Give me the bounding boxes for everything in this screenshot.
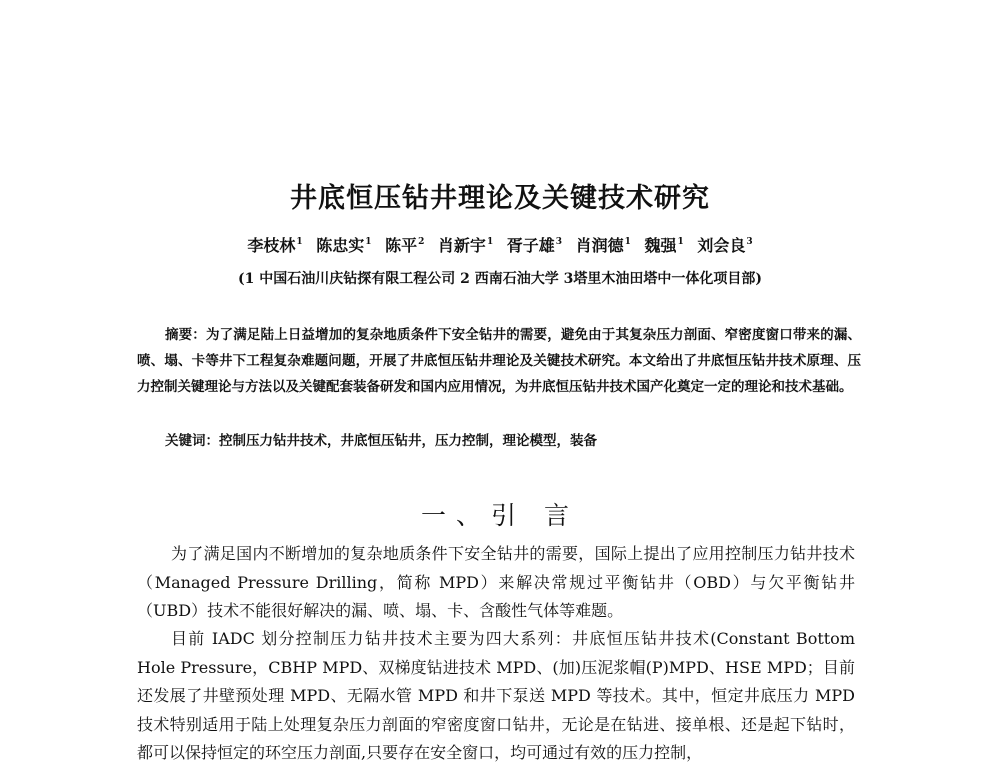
keywords — [165, 428, 865, 454]
author-affiliation-mark: 1 — [486, 237, 494, 247]
author-name: 胥子雄 — [506, 236, 555, 255]
author-affiliation-mark: 1 — [624, 237, 631, 247]
author — [697, 236, 752, 255]
abstract-label: 摘要： — [165, 327, 206, 343]
body-paragraph: 目前 IADC 划分控制压力钻井技术主要为四大系列：井底恒压钻井技术(Constant Bottom Hole Pressure，CBHP MPD、双梯度钻进技术 MPD、(加)压泥浆帽(P)MPD、HSE MPD；目前还发展了井壁预处理 MPD、无隔水管 MPD 和井下泵送 MPD 等技术。其中，恒定井底压力 MPD 技术特别适用于陆上处理复杂压力剖面的窄密度窗口钻井，无论是在钻进、接单根、还是起下钻时，都可以保持恒定的环空压力剖面,只要存在安全窗口，均可通过有效的压力控制， — [137, 629, 855, 762]
author — [576, 236, 631, 255]
body-paragraph: 为了满足国内不断增加的复杂地质条件下安全钻井的需要，国际上提出了应用控制压力钻井技术（Managed Pressure Drilling，简称 MPD）来解决常规过平衡钻井（OBD）与欠平衡钻井（UBD）技术不能很好解决的漏、喷、塌、卡、含酸性气体等难题。 — [137, 544, 855, 620]
author-name: 李枝林 — [247, 236, 296, 255]
affiliation: (1 中国石油川庆钻探有限工程公司 2 西南石油大学 3塔里木油田塔中一体化项目部) — [238, 271, 762, 287]
author-affiliation-mark: 1 — [365, 237, 372, 247]
author-affiliation-mark: 2 — [418, 237, 425, 247]
author-name: 刘会良 — [697, 236, 746, 255]
author-name: 陈平 — [385, 236, 418, 255]
section-heading: 一、引 言 — [421, 501, 579, 530]
author — [247, 236, 302, 255]
author-affiliation-mark: 3 — [746, 237, 753, 247]
author-affiliation-mark: 1 — [296, 237, 303, 247]
abstract — [137, 322, 861, 400]
author — [316, 236, 371, 255]
author-affiliation-mark: 3 — [555, 237, 563, 247]
author-name: 魏强 — [644, 236, 677, 255]
keywords-label: 关键词： — [165, 433, 219, 449]
author-list — [0, 233, 1000, 256]
paper-title: 井底恒压钻井理论及关键技术研究 — [290, 183, 710, 214]
abstract-text: 为了满足陆上日益增加的复杂地质条件下安全钻井的需要，避免由于其复杂压力剖面、窄密度窗口带来的漏、喷、塌、卡等井下工程复杂难题问题，开展了井底恒压钻井理论及关键技术研究。本文给出了井底恒压钻井技术原理、压力控制关键理论与方法以及关键配套装备研发和国内应用情况，为井底恒压钻井技术国产化奠定一定的理论和技术基础。 — [137, 327, 862, 395]
author — [438, 236, 493, 255]
author-affiliation-mark: 1 — [677, 237, 684, 247]
author-name: 肖润德 — [575, 236, 624, 255]
author — [385, 236, 424, 255]
author — [507, 236, 562, 255]
author-name: 陈忠实 — [316, 236, 365, 255]
keywords-text: 控制压力钻井技术，井底恒压钻井，压力控制，理论模型，装备 — [219, 433, 597, 449]
author-name: 肖新宇 — [437, 236, 486, 255]
author — [645, 236, 684, 255]
